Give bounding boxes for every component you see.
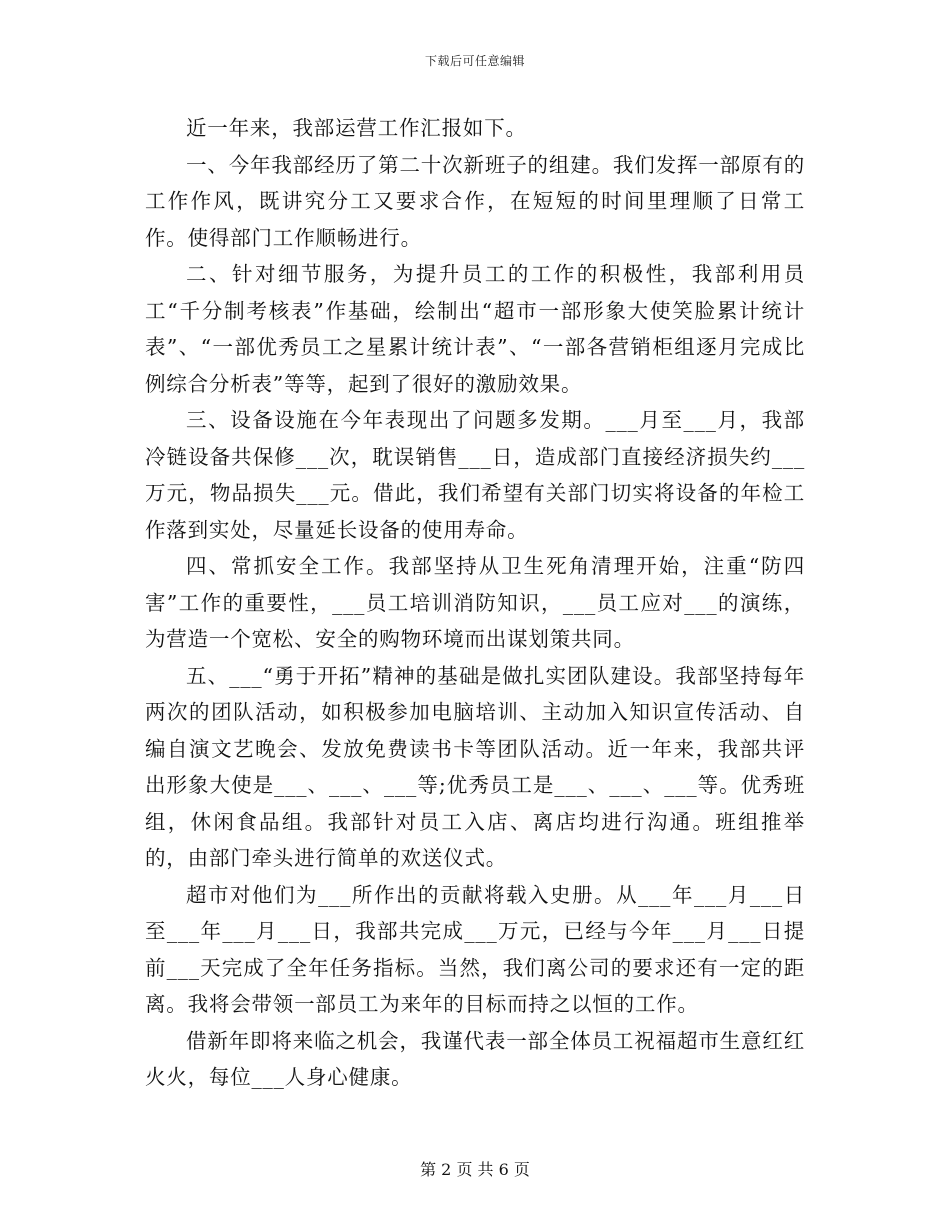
paragraph-achievement: 超市对他们为___所作出的贡献将载入史册。从___年___月___日至___年___月___日，我部共完成___万元，已经与今年___月___日提前___天完成了全年任务指标。当然，我们离公司的要求还有一定的距离。我将会带领一部员工为来年的目标而持之以恒的工作。 <box>145 882 805 1016</box>
paragraph-section-3: 三、设备设施在今年表现出了问题多发期。___月至___月，我部冷链设备共保修___次，耽误销售___日，造成部门直接经济损失约___万元，物品损失___元。借此，我们希望有关部门切实将设备的年检工作落到实处，尽量延长设备的使用寿命。 <box>145 408 805 542</box>
page-number-footer: 第 2 页 共 6 页 <box>420 1160 530 1179</box>
paragraph-closing: 借新年即将来临之机会，我谨代表一部全体员工祝福超市生意红红火火，每位___人身心健康。 <box>145 1028 805 1089</box>
paragraph-section-5: 五、___“勇于开拓”精神的基础是做扎实团队建设。我部坚持每年两次的团队活动，如积极参加电脑培训、主动加入知识宣传活动、自编自演文艺晚会、发放免费读书卡等团队活动。近一年来，我部共评出形象大使是___、___、___等;优秀员工是___、___、___等。优秀班组，休闲食品组。我部针对员工入店、离店均进行沟通。班组推举的，由部门牵头进行简单的欢送仪式。 <box>145 663 805 870</box>
page-header-note: 下载后可任意编辑 <box>424 54 525 68</box>
paragraph-section-2: 二、针对细节服务，为提升员工的工作的积极性，我部利用员工“千分制考核表”作基础，绘制出“超市一部形象大使笑脸累计统计表”、“一部优秀员工之星累计统计表”、“一部各营销柜组逐月完成比例综合分析表”等等，起到了很好的激励效果。 <box>145 262 805 396</box>
document-body <box>145 110 805 1096</box>
paragraph-section-1: 一、今年我部经历了第二十次新班子的组建。我们发挥一部原有的工作作风，既讲究分工又要求合作，在短短的时间里理顺了日常工作。使得部门工作顺畅进行。 <box>145 152 805 250</box>
paragraph-intro: 近一年来，我部运营工作汇报如下。 <box>186 116 527 140</box>
paragraph-section-4: 四、常抓安全工作。我部坚持从卫生死角清理开始，注重“防四害”工作的重要性，___员工培训消防知识，___员工应对___的演练，为营造一个宽松、安全的购物环境而出谋划策共同。 <box>145 554 805 651</box>
